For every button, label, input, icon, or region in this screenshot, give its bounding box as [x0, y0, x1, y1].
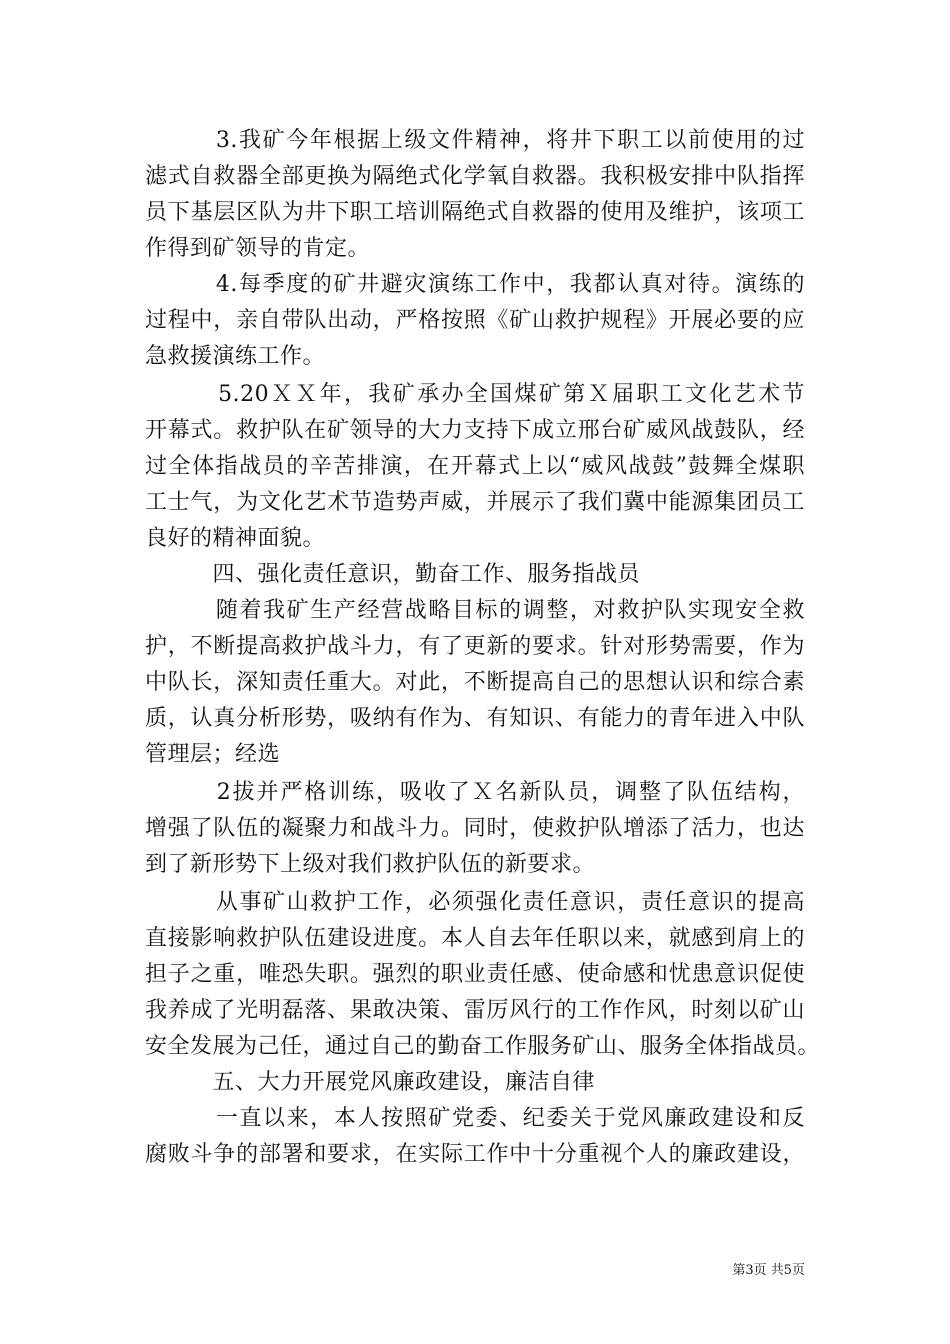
text-line: 3.我矿今年根据上级文件精神，将井下职工以前使用的过 — [145, 128, 805, 153]
text-line: 一直以来，本人按照矿党委、纪委关于党风廉政建设和反 — [145, 1106, 805, 1131]
text-line: 安全发展为己任，通过自己的勤奋工作服务矿山、服务全体指战员。 — [145, 1034, 821, 1059]
text-line: 4.每季度的矿井避灾演练工作中，我都认真对待。演练的 — [145, 272, 805, 297]
text-line: 随着我矿生产经营战略目标的调整，对救护队实现安全救 — [145, 598, 805, 623]
section-heading: 四、强化责任意识，勤奋工作、服务指战员 — [145, 562, 641, 587]
text-line: 到了新形势下上级对我们救护队伍的新要求。 — [145, 852, 596, 877]
text-line: 中队长，深知责任重大。对此，不断提高自己的思想认识和综合素 — [145, 670, 805, 695]
text-line: 过程中，亲自带队出动，严格按照《矿山救护规程》开展必要的应 — [145, 308, 805, 333]
text-line: 质，认真分析形势，吸纳有作为、有知识、有能力的青年进入中队 — [145, 706, 805, 731]
text-line: 2拔并严格训练，吸收了Ｘ名新队员，调整了队伍结构， — [145, 780, 805, 805]
text-line: 过全体指战员的辛苦排演，在开幕式上以“威风战鼓”鼓舞全煤职 — [145, 454, 805, 479]
text-line: 工士气，为文化艺术节造势声威，并展示了我们冀中能源集团员工 — [145, 490, 805, 515]
text-line: 增强了队伍的凝聚力和战斗力。同时，使救护队增添了活力，也达 — [145, 816, 805, 841]
text-line: 作得到矿领导的肯定。 — [145, 236, 371, 261]
text-line: 开幕式。救护队在矿领导的大力支持下成立邢台矿威风战鼓队，经 — [145, 418, 805, 443]
text-line: 良好的精神面貌。 — [145, 526, 326, 551]
text-line: 滤式自救器全部更换为隔绝式化学氧自救器。我积极安排中队指挥 — [145, 164, 805, 189]
text-line: 管理层；经选 — [145, 742, 281, 767]
text-line: 从事矿山救护工作，必须强化责任意识，责任意识的提高 — [145, 890, 805, 915]
text-line: 员下基层区队为井下职工培训隔绝式自救器的使用及维护，该项工 — [145, 200, 805, 225]
text-line: 担子之重，唯恐失职。强烈的职业责任感、使命感和忧患意识促使 — [145, 962, 805, 987]
text-line: 我养成了光明磊落、果敢决策、雷厉风行的工作作风，时刻以矿山 — [145, 998, 805, 1023]
page-number-footer: 第3页 共5页 — [732, 1263, 805, 1278]
section-heading: 五、大力开展党风廉政建设，廉洁自律 — [145, 1070, 596, 1095]
text-line: 腐败斗争的部署和要求，在实际工作中十分重视个人的廉政建设， — [145, 1142, 805, 1167]
text-line: 护，不断提高救护战斗力，有了更新的要求。针对形势需要，作为 — [145, 634, 805, 659]
text-line: 急救援演练工作。 — [145, 344, 326, 369]
text-line: 直接影响救护队伍建设进度。本人自去年任职以来，就感到肩上的 — [145, 926, 805, 951]
text-line: 5.20ＸＸ年，我矿承办全国煤矿第Ｘ届职工文化艺术节 — [145, 382, 805, 407]
